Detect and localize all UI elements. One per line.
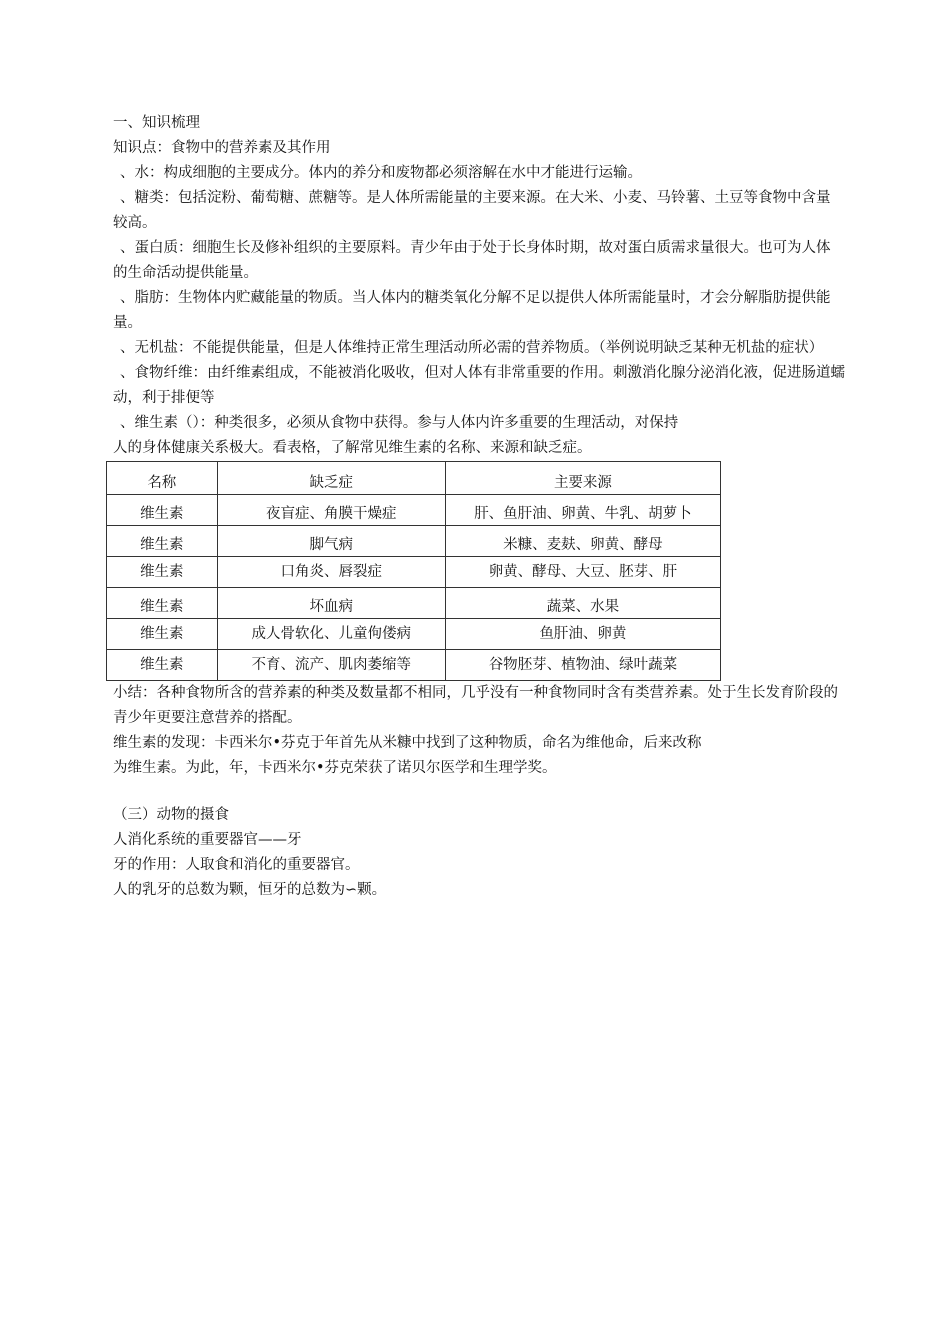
- knowledge-point: 知识点：食物中的营养素及其作用: [113, 140, 331, 156]
- table-cell-source: 鱼肝油、卵黄: [445, 619, 720, 650]
- nutrient-protein: 、蛋白质：细胞生长及修补组织的主要原料。青少年由于处于长身体时期，故对蛋白质需求量很大。也可为人体的生命活动提供能量。: [113, 240, 831, 281]
- vitamin-discovery-1: 维生素的发现：卡西米尔•芬克于年首先从米糠中找到了这种物质，命名为维他命，后来改称: [113, 735, 702, 751]
- table-cell-deficiency: 成人骨软化、儿童佝偻病: [217, 619, 445, 650]
- table-cell-source: 卵黄、酵母、大豆、胚芽、肝: [445, 557, 720, 588]
- table-cell-name: 维生素: [107, 526, 218, 557]
- summary-paragraph: 小结：各种食物所含的营养素的种类及数量都不相同，几乎没有一种食物同时含有类营养素。处于生长发育阶段的青少年更要注意营养的搭配。: [113, 685, 838, 726]
- table-cell-name: 维生素: [107, 495, 218, 526]
- document-page: [113, 111, 843, 903]
- vitamin-intro-1: 、维生素（）：种类很多，必须从食物中获得。参与人体内许多重要的生理活动，对保持: [120, 415, 679, 431]
- table-row: [107, 619, 721, 650]
- table-cell-deficiency: 口角炎、唇裂症: [217, 557, 445, 588]
- nutrient-minerals: 、无机盐：不能提供能量，但是人体维持正常生理活动所必需的营养物质。（举例说明缺乏某种无机盐的症状）: [120, 340, 824, 356]
- table-cell-source: 肝、鱼肝油、卵黄、牛乳、胡萝卜: [445, 495, 720, 526]
- table-cell-deficiency: 不育、流产、肌肉萎缩等: [217, 650, 445, 681]
- table-cell-source: 谷物胚芽、植物油、绿叶蔬菜: [445, 650, 720, 681]
- vitamin-discovery-2: 为维生素。为此，年，卡西米尔•芬克荣获了诺贝尔医学和生理学奖。: [113, 760, 557, 776]
- table-header-deficiency: 缺乏症: [217, 462, 445, 495]
- table-cell-name: 维生素: [107, 619, 218, 650]
- nutrient-fat: 、脂肪：生物体内贮藏能量的物质。当人体内的糖类氧化分解不足以提供人体所需能量时，才会分解脂肪提供能量。: [113, 290, 831, 331]
- vitamin-intro-2: 人的身体健康关系极大。看表格，了解常见维生素的名称、来源和缺乏症。: [113, 440, 592, 456]
- teeth-function: 牙的作用：人取食和消化的重要器官。: [113, 857, 360, 873]
- nutrient-water: 、水：构成细胞的主要成分。体内的养分和废物都必须溶解在水中才能进行运输。: [120, 165, 642, 181]
- table-cell-deficiency: 坏血病: [217, 588, 445, 619]
- nutrient-carbohydrate: 、糖类：包括淀粉、葡萄糖、蔗糖等。是人体所需能量的主要来源。在大米、小麦、马铃薯、土豆等食物中含量较高。: [113, 190, 831, 231]
- table-row: [107, 495, 721, 526]
- table-cell-deficiency: 脚气病: [217, 526, 445, 557]
- table-header-name: 名称: [107, 462, 218, 495]
- table-cell-name: 维生素: [107, 557, 218, 588]
- subsection-title: （三）动物的摄食: [113, 807, 229, 823]
- table-header-row: [107, 462, 721, 495]
- table-row: [107, 588, 721, 619]
- table-cell-name: 维生素: [107, 650, 218, 681]
- table-header-source: 主要来源: [445, 462, 720, 495]
- table-row: [107, 650, 721, 681]
- table-cell-source: 蔬菜、水果: [445, 588, 720, 619]
- table-cell-source: 米糠、麦麸、卵黄、酵母: [445, 526, 720, 557]
- vitamin-table: [106, 461, 721, 681]
- table-cell-name: 维生素: [107, 588, 218, 619]
- section-title: 一、知识梳理: [113, 115, 200, 131]
- teeth-title: 人消化系统的重要器官——牙: [113, 832, 302, 848]
- table-row: [107, 526, 721, 557]
- table-cell-deficiency: 夜盲症、角膜干燥症: [217, 495, 445, 526]
- teeth-count: 人的乳牙的总数为颗，恒牙的总数为∽颗。: [113, 882, 387, 898]
- nutrient-fiber: 、食物纤维：由纤维素组成，不能被消化吸收，但对人体有非常重要的作用。刺激消化腺分泌消化液，促进肠道蠕动，利于排便等: [113, 365, 845, 406]
- table-row: [107, 557, 721, 588]
